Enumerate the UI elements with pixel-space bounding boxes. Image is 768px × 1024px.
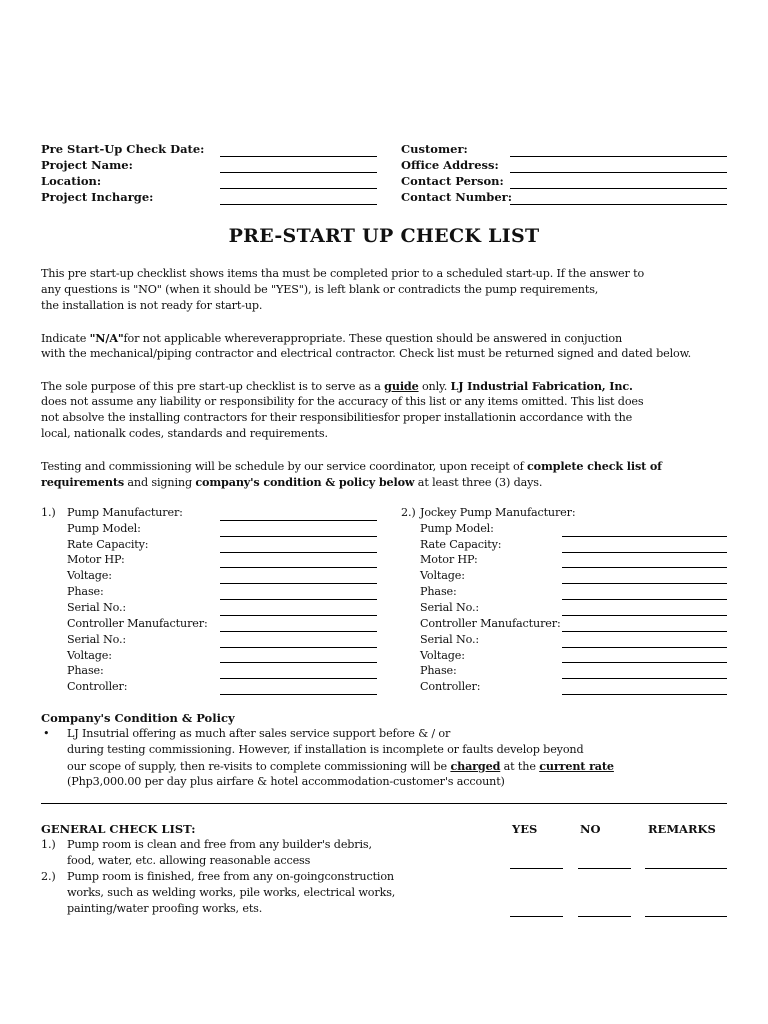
pump2-field-label: Voltage: (420, 649, 465, 662)
check-item-line: food, water, etc. allowing reasonable access (67, 854, 311, 867)
contact-person-label: Contact Person: (401, 174, 504, 188)
pump2-field-label: Controller Manufacturer: (420, 617, 561, 630)
pump2-field-label: Rate Capacity: (420, 538, 502, 551)
intro-p2-post: for not applicable whereverappropriate. These question should be answered in conjuction (123, 332, 623, 345)
project-incharge-label: Project Incharge: (41, 190, 154, 204)
pump2-field-line[interactable] (562, 694, 727, 695)
pump1-field-line[interactable] (220, 615, 377, 616)
policy-heading: Company's Condition & Policy (41, 711, 235, 725)
item2-yes-field[interactable] (510, 916, 563, 917)
contact-number-label: Contact Number: (401, 190, 512, 204)
pump1-field-label: Voltage: (67, 569, 112, 582)
pump1-field-label: Serial No.: (67, 633, 127, 646)
pump2-field-line[interactable] (562, 583, 727, 584)
intro-p3-guide: guide (384, 379, 419, 393)
pump2-field-label: Jockey Pump Manufacturer: (420, 506, 576, 519)
pump1-field-line[interactable] (220, 631, 377, 632)
policy-line1: LJ Insutrial offering as much after sales service support before & / or (67, 727, 451, 740)
intro-p4-mid: and signing (124, 476, 196, 489)
check-item-line: Pump room is clean and free from any builder's debris, (67, 838, 372, 851)
pump2-field-label: Voltage: (420, 569, 465, 582)
pump2-field-label: Serial No.: (420, 633, 480, 646)
general-heading: GENERAL CHECK LIST: (41, 822, 196, 836)
policy-charged: charged (450, 759, 501, 773)
intro-p3-line4: local, nationalk codes, standards and requirements. (41, 427, 328, 440)
item2-no-field[interactable] (578, 916, 631, 917)
item1-remarks-field[interactable] (645, 868, 727, 869)
intro-p1-line2: any questions is "NO" (when it should be "YES"), is left blank or contradicts the pump requirements, (41, 283, 599, 296)
intro-p3-line3: not absolve the installing contractors for their responsibilitiesfor proper installationin accordance with the (41, 411, 633, 424)
pump2-field-line[interactable] (562, 599, 727, 600)
intro-p3-company: LJ Industrial Fabrication, Inc. (450, 379, 633, 393)
pump2-field-line[interactable] (562, 615, 727, 616)
intro-p4-line1 (41, 459, 662, 474)
pump2-field-label: Pump Model: (420, 522, 494, 535)
pump1-field-label: Controller Manufacturer: (67, 617, 208, 630)
col-yes: YES (512, 822, 538, 836)
pump2-field-line[interactable] (562, 631, 727, 632)
project-name-label: Project Name: (41, 158, 133, 172)
pump1-field-label: Serial No.: (67, 601, 127, 614)
pump1-field-line[interactable] (220, 647, 377, 648)
intro-p2-line1 (41, 331, 622, 346)
policy-line3-pre: our scope of supply, then re-visits to complete commissioning will be (67, 760, 451, 773)
pump2-field-line[interactable] (562, 662, 727, 663)
pump1-field-label: Voltage: (67, 649, 112, 662)
item1-yes-field[interactable] (510, 868, 563, 869)
location-field[interactable] (220, 188, 377, 189)
intro-p2-line2: with the mechanical/piping contractor and electrical contractor. Check list must be returned signed and dated below. (41, 347, 692, 360)
customer-label: Customer: (401, 142, 468, 156)
intro-p3-pre: The sole purpose of this pre start-up checklist is to serve as a (41, 380, 385, 393)
pump1-field-line[interactable] (220, 662, 377, 663)
intro-p4-bold1: complete check list of (527, 459, 662, 473)
intro-p1-line1: This pre start-up checklist shows items tha must be completed prior to a scheduled start-up. If the answer to (41, 267, 645, 280)
office-address-field[interactable] (510, 172, 727, 173)
pump2-field-label: Phase: (420, 664, 457, 677)
pump1-field-line[interactable] (220, 599, 377, 600)
intro-p3-only: only. (418, 380, 451, 393)
pump2-field-label: Controller: (420, 680, 481, 693)
pump1-field-label: Phase: (67, 664, 104, 677)
intro-p4-line2 (41, 475, 542, 490)
check-item-line: painting/water proofing works, ets. (67, 902, 263, 915)
pump1-field-line[interactable] (220, 536, 377, 537)
pump2-field-label: Serial No.: (420, 601, 480, 614)
customer-field[interactable] (510, 156, 727, 157)
intro-p1-line3: the installation is not ready for start-up. (41, 299, 263, 312)
location-label: Location: (41, 174, 102, 188)
pump1-number: 1.) (41, 506, 56, 519)
intro-p3-line2: does not assume any liability or responsibility for the accuracy of this list or any items omitted. This list does (41, 395, 644, 408)
col-no: NO (580, 822, 601, 836)
check-item-line: Pump room is finished, free from any on-goingconstruction (67, 870, 394, 883)
check-item-number: 2.) (41, 870, 56, 883)
pump1-field-label: Rate Capacity: (67, 538, 149, 551)
policy-line2: during testing commissioning. However, if installation is incomplete or faults develop beyond (67, 743, 584, 756)
pump1-field-line[interactable] (220, 583, 377, 584)
contact-number-field[interactable] (510, 204, 727, 205)
intro-p4-bold2: requirements (41, 475, 124, 489)
pump1-field-label: Phase: (67, 585, 104, 598)
pump1-field-line[interactable] (220, 567, 377, 568)
pump2-number: 2.) (401, 506, 416, 519)
pump1-field-line[interactable] (220, 678, 377, 679)
section-divider (41, 803, 727, 804)
check-item-line: works, such as welding works, pile works, electrical works, (67, 886, 396, 899)
page-title: PRE-START UP CHECK LIST (228, 225, 540, 247)
pump2-field-line[interactable] (562, 647, 727, 648)
policy-current-rate: current rate (539, 759, 614, 773)
pump2-field-line[interactable] (562, 567, 727, 568)
item2-remarks-field[interactable] (645, 916, 727, 917)
pump1-field-label: Motor HP: (67, 553, 125, 566)
pump2-field-line[interactable] (562, 678, 727, 679)
col-remarks: REMARKS (648, 822, 716, 836)
check-date-field[interactable] (220, 156, 377, 157)
pump1-field-line[interactable] (220, 694, 377, 695)
check-date-label: Pre Start-Up Check Date: (41, 142, 205, 156)
office-address-label: Office Address: (401, 158, 499, 172)
intro-p4-pre: Testing and commissioning will be schedule by our service coordinator, upon receipt of (41, 460, 527, 473)
pump2-field-line[interactable] (562, 536, 727, 537)
policy-line3 (67, 759, 614, 774)
check-item-number: 1.) (41, 838, 56, 851)
pump2-field-line[interactable] (562, 552, 727, 553)
project-incharge-field[interactable] (220, 204, 377, 205)
pump1-field-label: Controller: (67, 680, 128, 693)
intro-p4-bold3: company's condition & policy below (195, 475, 415, 489)
intro-p2-pre: Indicate (41, 332, 90, 345)
pump1-field-line[interactable] (220, 520, 377, 521)
project-name-field[interactable] (220, 172, 377, 173)
pump2-field-label: Phase: (420, 585, 457, 598)
pump1-field-line[interactable] (220, 552, 377, 553)
contact-person-field[interactable] (510, 188, 727, 189)
intro-p3-line1 (41, 379, 633, 394)
pump1-field-label: Pump Model: (67, 522, 141, 535)
intro-p4-post: at least three (3) days. (414, 476, 543, 489)
item1-no-field[interactable] (578, 868, 631, 869)
policy-line3-mid: at the (500, 760, 540, 773)
policy-line4: (Php3,000.00 per day plus airfare & hotel accommodation-customer's account) (67, 775, 505, 788)
policy-bullet: • (43, 727, 50, 740)
pump1-field-label: Pump Manufacturer: (67, 506, 183, 519)
intro-p2-na: "N/A" (89, 331, 124, 345)
pump2-field-label: Motor HP: (420, 553, 478, 566)
